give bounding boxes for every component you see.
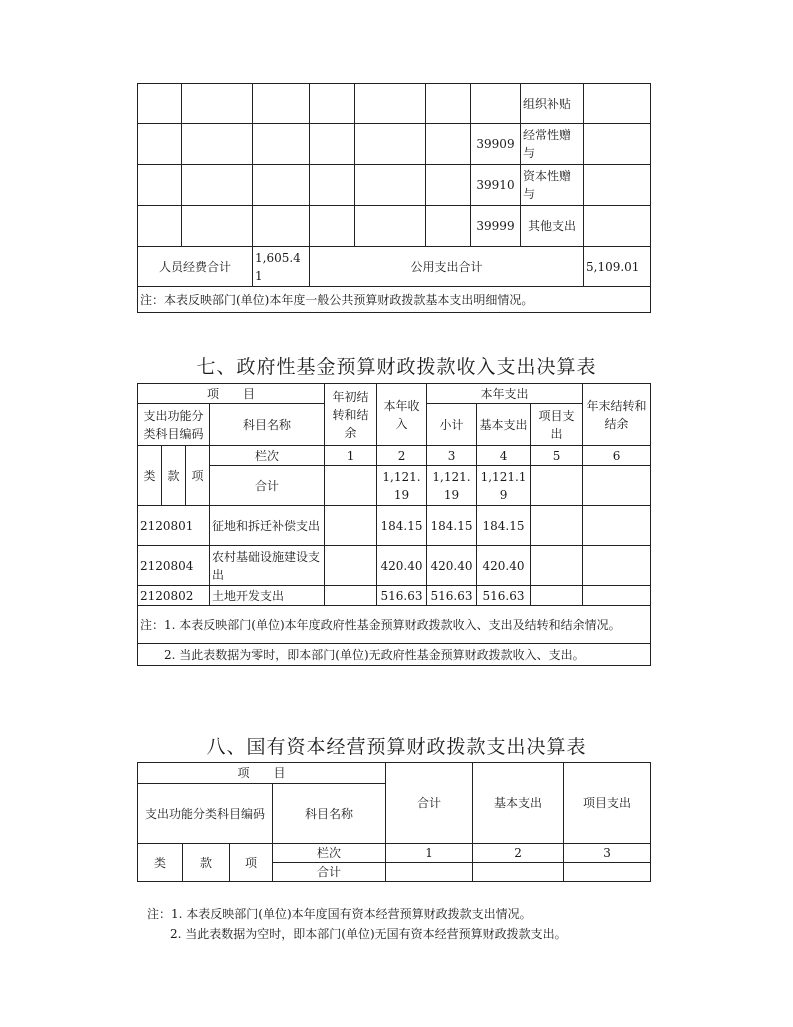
kuan-header: 款 xyxy=(183,844,230,882)
name-header: 科目名称 xyxy=(273,784,386,844)
item-name: 土地开发支出 xyxy=(210,586,325,606)
column-number-row xyxy=(138,844,651,863)
item-basic: 420.40 xyxy=(477,546,531,586)
begin-balance-header: 年初结转和结余 xyxy=(325,384,377,446)
xiang-header: 项 xyxy=(230,844,273,882)
col-number: 2 xyxy=(473,844,564,863)
total-income: 1,121.19 xyxy=(377,466,427,506)
item-code: 39910 xyxy=(471,165,521,206)
xiang-header: 项 xyxy=(186,446,210,506)
note-row xyxy=(138,644,651,666)
code-header: 支出功能分类科目编码 xyxy=(138,784,273,844)
personnel-total-label: 人员经费合计 xyxy=(138,247,253,287)
item-code: 2120802 xyxy=(138,586,210,606)
col-number: 5 xyxy=(531,446,583,466)
item-name: 资本性赠与 xyxy=(521,165,584,206)
lei-header: 类 xyxy=(138,446,162,506)
col-number: 1 xyxy=(325,446,377,466)
end-balance-header: 年末结转和结余 xyxy=(583,384,651,446)
code-header: 支出功能分类科目编码 xyxy=(138,404,210,446)
col-number: 4 xyxy=(477,446,531,466)
basic-expense-detail-table-fragment xyxy=(137,83,651,313)
item-code: 39909 xyxy=(471,124,521,165)
table-note: 注：1. 本表反映部门(单位)本年度国有资本经营预算财政拨款支出情况。 xyxy=(147,907,532,921)
item-income: 420.40 xyxy=(377,546,427,586)
item-code: 2120804 xyxy=(138,546,210,586)
totals-row xyxy=(138,247,651,287)
item-code: 2120801 xyxy=(138,506,210,546)
total-row xyxy=(138,466,651,506)
table-row xyxy=(138,506,651,546)
table-row xyxy=(138,206,651,247)
col-number: 3 xyxy=(564,844,651,863)
total-basic: 1,121.19 xyxy=(477,466,531,506)
subtotal-header: 小计 xyxy=(427,404,477,446)
public-total-value: 5,109.01 xyxy=(584,247,651,287)
col-number: 3 xyxy=(427,446,477,466)
note-row xyxy=(138,606,651,644)
table-note: 注：本表反映部门(单位)本年度一般公共预算财政拨款基本支出明细情况。 xyxy=(138,287,651,313)
section-title: 七、政府性基金预算财政拨款收入支出决算表 xyxy=(196,356,597,378)
column-number-row xyxy=(138,446,651,466)
item-name: 其他支出 xyxy=(521,206,584,247)
table-note: 注：1. 本表反映部门(单位)本年度政府性基金预算财政拨款收入、支出及结转和结余情况。 xyxy=(138,606,651,644)
item-name: 农村基础设施建设支出 xyxy=(210,546,325,586)
project-header: 项 目 xyxy=(138,763,386,784)
table-row xyxy=(138,165,651,206)
row-no-label: 栏次 xyxy=(273,844,386,863)
item-name: 经常性赠与 xyxy=(521,124,584,165)
item-basic: 184.15 xyxy=(477,506,531,546)
item-basic: 516.63 xyxy=(477,586,531,606)
col-number: 1 xyxy=(386,844,473,863)
col-number: 6 xyxy=(583,446,651,466)
item-subtotal: 184.15 xyxy=(427,506,477,546)
total-subtotal: 1,121.19 xyxy=(427,466,477,506)
table-row xyxy=(138,586,651,606)
total-label: 合计 xyxy=(273,863,386,882)
expense-group-header: 本年支出 xyxy=(427,384,583,404)
kuan-header: 款 xyxy=(162,446,186,506)
lei-header: 类 xyxy=(138,844,183,882)
table-note: 2. 当此表数据为零时，即本部门(单位)无政府性基金预算财政拨款收入、支出。 xyxy=(138,644,651,666)
basic-header: 基本支出 xyxy=(473,763,564,844)
project-exp-header: 项目支出 xyxy=(564,763,651,844)
table-header-row xyxy=(138,763,651,784)
table-note: 2. 当此表数据为空时，即本部门(单位)无国有资本经营预算财政拨款支出。 xyxy=(170,927,567,941)
item-name: 组织补贴 xyxy=(521,84,584,124)
basic-header: 基本支出 xyxy=(477,404,531,446)
personnel-total-value: 1,605.41 xyxy=(253,247,310,287)
gov-fund-budget-table xyxy=(137,383,651,666)
public-total-label: 公用支出合计 xyxy=(310,247,584,287)
row-no-label: 栏次 xyxy=(210,446,325,466)
income-header: 本年收入 xyxy=(377,384,427,446)
note-row xyxy=(138,287,651,313)
item-subtotal: 516.63 xyxy=(427,586,477,606)
table-header-row xyxy=(138,384,651,404)
name-header: 科目名称 xyxy=(210,404,325,446)
col-number: 2 xyxy=(377,446,427,466)
state-capital-budget-table xyxy=(137,762,651,882)
total-label: 合计 xyxy=(210,466,325,506)
total-header: 合计 xyxy=(386,763,473,844)
table-row xyxy=(138,124,651,165)
section-title: 八、国有资本经营预算财政拨款支出决算表 xyxy=(206,736,587,758)
item-code: 39999 xyxy=(471,206,521,247)
project-header: 项 目 xyxy=(138,384,325,404)
item-name: 征地和拆迁补偿支出 xyxy=(210,506,325,546)
item-income: 184.15 xyxy=(377,506,427,546)
item-subtotal: 420.40 xyxy=(427,546,477,586)
item-income: 516.63 xyxy=(377,586,427,606)
table-row xyxy=(138,546,651,586)
table-row xyxy=(138,84,651,124)
project-exp-header: 项目支出 xyxy=(531,404,583,446)
